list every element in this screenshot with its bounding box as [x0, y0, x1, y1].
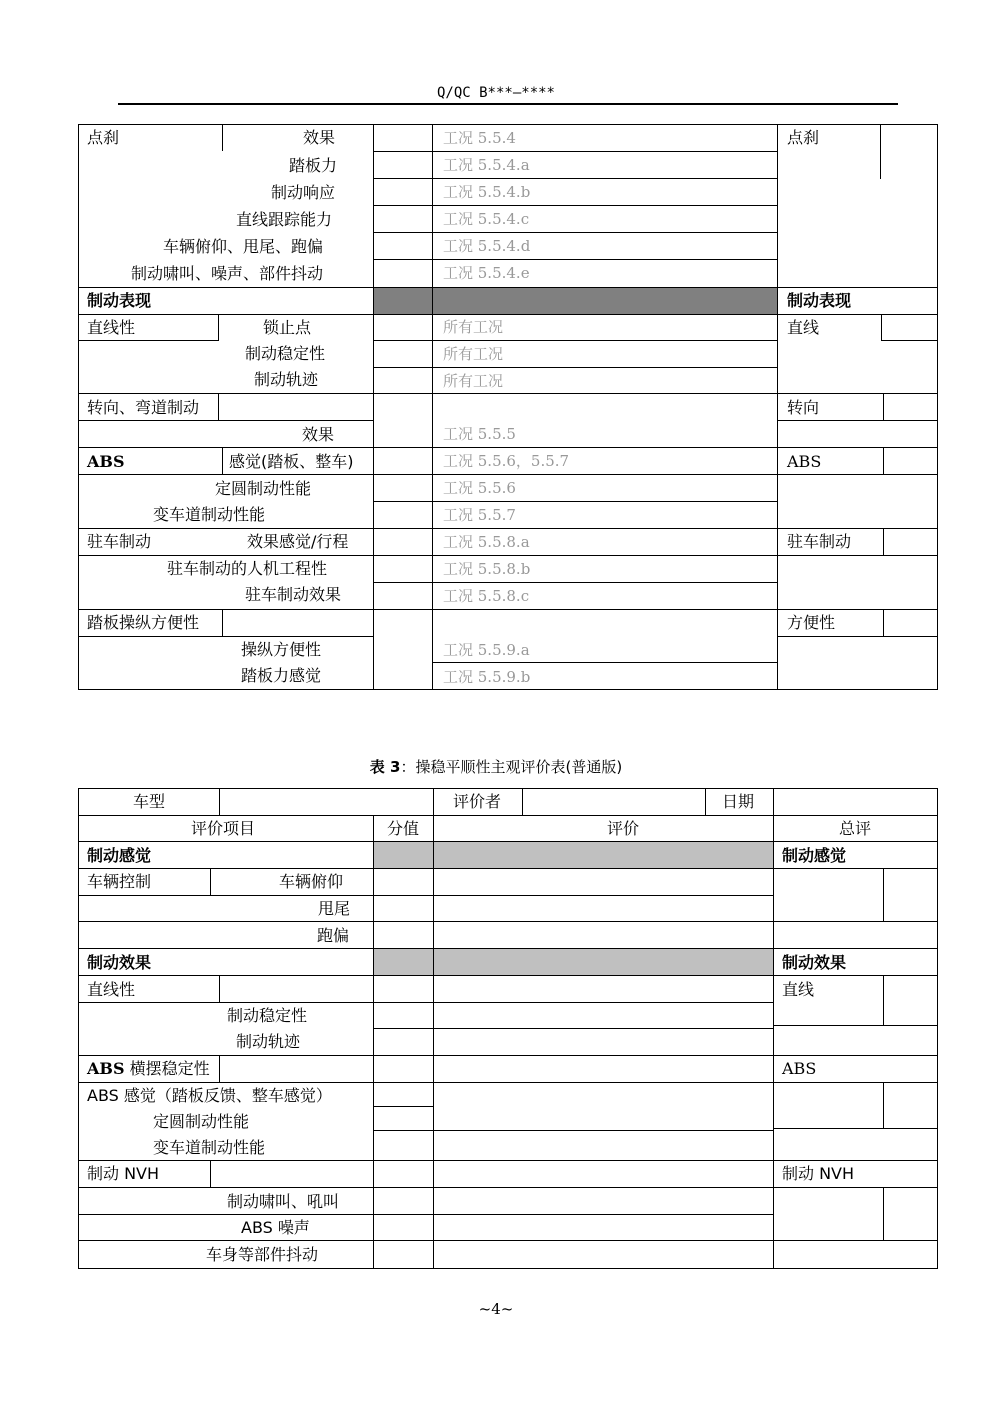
group-label: 直线性	[87, 980, 136, 999]
table-title: ：操稳平顺性主观评价表(普通版)	[400, 758, 623, 776]
table-rule	[219, 975, 220, 1003]
summary-label: 制动效果	[782, 953, 847, 972]
item-label: 甩尾	[318, 899, 351, 918]
table-rule	[78, 788, 938, 789]
table-rule	[773, 1128, 938, 1129]
item-label: 变车道制动性能	[153, 505, 266, 524]
summary-label: 驻车制动	[787, 532, 852, 551]
summary-label: 制动 NVH	[782, 1164, 855, 1183]
header-item: 评价项目	[191, 819, 256, 838]
item-label: 踏板力感觉	[241, 666, 322, 685]
table-rule	[373, 1130, 774, 1131]
condition-ref: 工况 5.5.4.d	[443, 237, 531, 255]
item-label: ABS 感觉（踏板反馈、整车感觉）	[87, 1086, 332, 1105]
group-label: 点刹	[87, 128, 120, 147]
section-title: 制动感觉	[87, 846, 152, 865]
item-label: 制动稳定性	[245, 344, 326, 363]
item-label: 制动轨迹	[254, 370, 319, 389]
table-rule	[773, 815, 774, 1269]
summary-label: 转向	[787, 398, 820, 417]
condition-ref: 工况 5.5.8.b	[443, 560, 531, 578]
condition-ref: 所有工况	[443, 372, 504, 390]
condition-ref: 所有工况	[443, 318, 504, 336]
summary-label: 直线	[782, 980, 815, 999]
item-label: 效果	[302, 425, 335, 444]
condition-ref: 工况 5.5.5	[443, 425, 516, 443]
item-label: 车辆俯仰、甩尾、跑偏	[163, 237, 324, 256]
item-label: 制动啸叫、吼叫	[227, 1192, 340, 1211]
table-rule	[78, 895, 774, 896]
condition-ref: 工况 5.5.9.b	[443, 668, 531, 686]
summary-label: ABS	[787, 452, 822, 471]
group-label: 转向、弯道制动	[87, 398, 200, 417]
condition-ref: 工况 5.5.4.e	[443, 264, 530, 282]
item-label: 制动稳定性	[227, 1006, 308, 1025]
table-number: 表 3	[369, 758, 401, 776]
group-label: 驻车制动	[87, 532, 152, 551]
document-code: Q/QC B***—****	[436, 85, 555, 101]
item-label: 定圆制动性能	[153, 1112, 250, 1131]
item-label: 车身等部件抖动	[206, 1245, 319, 1264]
table-rule	[78, 841, 938, 842]
condition-ref: 工况 5.5.4	[443, 129, 516, 147]
table-rule	[883, 868, 884, 922]
table-rule	[78, 1082, 938, 1083]
section-title: 制动效果	[87, 953, 152, 972]
header-overall: 总评	[839, 819, 872, 838]
yaw-stability-label: 横摆稳定性	[124, 1059, 210, 1078]
condition-ref: 工况 5.5.4.c	[443, 210, 530, 228]
condition-ref: 工况 5.5.9.a	[443, 641, 530, 659]
table-rule	[78, 1187, 938, 1188]
table-rule	[78, 975, 938, 976]
table-rule	[78, 1160, 938, 1161]
summary-label: 方便性	[787, 613, 836, 632]
group-label: 踏板操纵方便性	[87, 613, 200, 632]
condition-ref: 工况 5.5.4.b	[443, 183, 531, 201]
table-rule	[78, 921, 938, 922]
table-rule	[883, 1082, 884, 1129]
table-rule	[883, 975, 884, 1026]
table-rule	[883, 1187, 884, 1241]
item-label: 效果感觉/行程	[247, 532, 349, 551]
table-rule	[373, 815, 374, 1269]
summary-label: 直线	[787, 318, 820, 337]
summary-label: ABS	[782, 1059, 817, 1078]
section-title: 制动表现	[87, 291, 152, 310]
page-number: ~4~	[478, 1300, 514, 1318]
table-rule	[78, 868, 938, 869]
item-label: 制动啸叫、噪声、部件抖动	[131, 264, 324, 283]
condition-ref: 工况 5.5.8.c	[443, 587, 530, 605]
table-rule	[773, 1025, 938, 1026]
item-label: 驻车制动的人机工程性	[167, 559, 328, 578]
table-rule	[210, 1160, 211, 1188]
item-label: 感觉(踏板、整车)	[229, 452, 354, 471]
item-label: 锁止点	[263, 318, 312, 337]
table-rule	[433, 815, 434, 1269]
table-rule	[773, 788, 774, 815]
item-label: ABS 噪声	[241, 1218, 310, 1237]
item-label: 车辆俯仰	[279, 872, 344, 891]
table-rule	[373, 1028, 774, 1029]
group-label: 制动 NVH	[87, 1164, 160, 1183]
header-evaluator: 评价者	[453, 792, 502, 811]
abs-label: ABS	[87, 1059, 125, 1078]
condition-ref: 工况 5.5.8.a	[443, 533, 530, 551]
summary-label: 制动表现	[787, 291, 852, 310]
table-rule	[78, 788, 79, 1269]
item-label: 直线跟踪能力	[236, 210, 333, 229]
group-label: 车辆控制	[87, 872, 152, 891]
header-score: 分值	[387, 819, 420, 838]
table-rule	[78, 1055, 938, 1056]
group-label	[87, 1060, 210, 1078]
table-rule	[219, 788, 220, 815]
header-date: 日期	[722, 792, 755, 811]
table-rule	[78, 1240, 938, 1241]
table-rule	[78, 1002, 774, 1003]
table-rule	[78, 815, 938, 816]
item-label: 驻车制动效果	[245, 585, 342, 604]
group-label: ABS	[87, 452, 125, 471]
table-rule	[78, 1268, 938, 1269]
item-label: 效果	[303, 128, 336, 147]
table-rule	[433, 788, 434, 815]
item-label: 变车道制动性能	[153, 1138, 266, 1157]
item-label: 定圆制动性能	[215, 479, 312, 498]
table-rule	[937, 788, 938, 1269]
table-rule	[78, 948, 938, 949]
condition-ref: 工况 5.5.7	[443, 506, 516, 524]
table-rule	[373, 1106, 433, 1107]
table-rule	[78, 1214, 774, 1215]
condition-ref: 工况 5.5.6	[443, 479, 516, 497]
table-rule	[522, 788, 523, 815]
header-car-model: 车型	[133, 792, 166, 811]
summary-label: 点刹	[787, 128, 820, 147]
header-evaluation: 评价	[607, 819, 640, 838]
item-label: 制动响应	[271, 183, 336, 202]
table-rule	[705, 788, 706, 815]
item-label: 跑偏	[317, 926, 350, 945]
condition-ref: 工况 5.5.6，5.5.7	[443, 452, 570, 470]
group-label: 直线性	[87, 318, 136, 337]
item-label: 操纵方便性	[241, 640, 322, 659]
table-rule	[210, 868, 211, 896]
condition-ref: 所有工况	[443, 345, 504, 363]
item-label: 制动轨迹	[236, 1032, 301, 1051]
table-rule	[219, 1055, 220, 1083]
item-label: 踏板力	[289, 156, 338, 175]
summary-label: 制动感觉	[782, 846, 847, 865]
condition-ref: 工况 5.5.4.a	[443, 156, 530, 174]
